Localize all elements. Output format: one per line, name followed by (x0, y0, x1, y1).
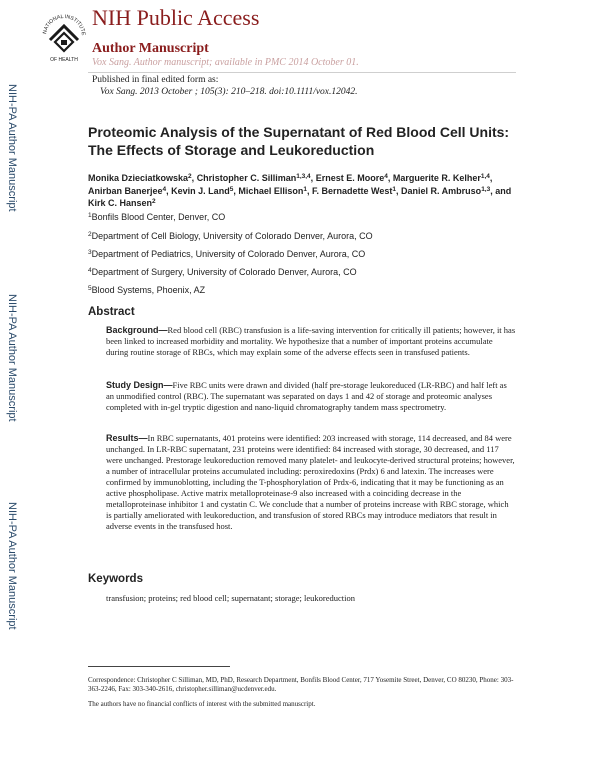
results-text: In RBC supernatants, 401 proteins were identified: 203 increased with storage, 114 decreased, and 84 were unchanged. In LR-RBC supernatant, 231 proteins were identified: 84 increased with storage, 30 decreased, and 117 were unchanged. Prestorage leukoreduction removed many platelet- and leukocyte-derived structural proteins; however, a number of intracellular proteins accumulated including: peroxiredoxins (Prdx) 6 and latexin. The increases were confirmed by immunoblotting, including the T-phosphorylation of Prdx-6, indicating that it may be functioning as an active phospholipase. Active matrix metalloproteinase-9 also increased with a coinciding decrease in the metalloproteinase inhibitor 1 and cystatin C. We conclude that a number of proteins increase with RBC storage, which is partially ameliorated with leukoreduction, and transfusion of stored RBCs may introduce mediators that result in adverse events in the transfused host. (106, 433, 515, 531)
affiliation (88, 212, 225, 222)
background-label: Background— (106, 325, 168, 335)
side-watermark-text: NIH-PA Author Manuscript (6, 294, 18, 422)
affiliation-number: 2 (88, 231, 92, 238)
published-in-label: Published in final edited form as: (92, 75, 219, 85)
correspondence-note: Correspondence: Christopher C Silliman, MD, PhD, Research Department, Bonfils Blood Center, 717 Yosemite Street, Denver, CO 80230, Phone: 303-363-2246, Fax: 303-340-2616, christopher.silliman@ucdenver.edu. (88, 676, 514, 693)
abstract-background (106, 325, 516, 358)
keywords-heading: Keywords (88, 573, 143, 585)
author-affiliation-sup: 2 (152, 198, 156, 205)
author-manuscript-label: Author Manuscript (92, 41, 209, 56)
author-name: Christopher C. Silliman (196, 173, 297, 183)
side-watermark-text: NIH-PA Author Manuscript (6, 84, 18, 212)
author-name: Kevin J. Land (171, 185, 230, 196)
author-name: Kirk C. Hansen (88, 198, 153, 208)
study-design-text: Five RBC units were drawn and divided (half pre-storage leukoreduced (LR-RBC) and half left as an unmodified control (RBC). The supernatant was separated on days 1 and 42 of storage and proteomic analyses completed with in-gel tryptic digestion and nano-liquid chromatography tandem mass spectrometry. (106, 380, 507, 412)
affiliation-text: Bonfils Blood Center, Denver, CO (91, 212, 226, 222)
affiliation (88, 249, 365, 259)
author-name: F. Bernadette West (312, 185, 393, 196)
header-rule (88, 72, 516, 73)
journal-citation (100, 87, 358, 97)
author-name: Ernest E. Moore (315, 173, 385, 183)
side-watermark-text: NIH-PA Author Manuscript (6, 502, 18, 630)
affiliation-text: Blood Systems, Phoenix, AZ (91, 285, 206, 295)
author-affiliation-sup: 1,4 (480, 173, 490, 180)
keywords-text: transfusion; proteins; red blood cell; supernatant; storage; leukoreduction (106, 593, 356, 603)
author-affiliation-sup: 1,3,4 (296, 173, 311, 180)
side-watermark-1 (6, 84, 30, 214)
author-name: Michael Ellison (238, 185, 304, 196)
author-affiliation-sup: 1 (303, 185, 307, 193)
author-name: Monika Dzieciatkowska (88, 173, 189, 183)
article-title-line-1: Proteomic Analysis of the Supernatant of Red Blood Cell Units: (88, 124, 510, 140)
affiliation-text: Department of Surgery, University of Colorado Denver, Aurora, CO (91, 267, 357, 277)
results-label: Results— (106, 433, 148, 443)
article-title (88, 123, 528, 159)
side-watermark-3 (6, 502, 30, 632)
author-affiliation-sup: 4 (162, 185, 167, 193)
abstract-study-design (106, 380, 516, 413)
author-name: Anirban Banerjee (88, 185, 163, 196)
author-affiliation-sup: 5 (229, 185, 234, 193)
affiliation (88, 231, 373, 241)
affiliation (88, 285, 205, 295)
disclosure-note: The authors have no financial conflicts of interest with the submitted manuscript. (88, 700, 316, 708)
author-name: Daniel R. Ambruso (401, 185, 482, 196)
svg-text:NATIONAL INSTITUTES: NATIONAL INSTITUTE (42, 13, 87, 36)
side-watermark-2 (6, 294, 30, 424)
author-list: Monika Dzieciatkowska$^2$, Christopher C. Silliman$^{1,3,4}$, Ernest E. Moore$^4$, Marguerite R. Kelher$^{1,4}$, Anirban Banerjee$^4$, Kevin J. Land$^5$, Michael Ellison$^1$, F. Bernadette West$^1$, Daniel R. Ambruso$^{1,3}$, and Kirk C. Hansen$^2$ (88, 173, 512, 208)
affiliation-text: Department of Cell Biology, University of Colorado Denver, Aurora, CO (91, 231, 373, 241)
affiliation-number: 5 (88, 285, 92, 292)
abstract-heading: Abstract (88, 306, 135, 318)
affiliation-number: 3 (88, 249, 92, 256)
background-text: Red blood cell (RBC) transfusion is a life-saving intervention for critically ill patients; however, it has been linked to increased morbidity and mortality. We hypothesize that a number of important proteins accumulate during routine storage of RBCs, which may explain some of the adverse effects seen in transfused patients. (106, 325, 516, 357)
affiliation-number: 4 (88, 267, 92, 274)
article-title-line-2: The Effects of Storage and Leukoreduction (88, 142, 375, 158)
svg-text:OF HEALTH: OF HEALTH (50, 57, 78, 63)
pmc-availability-note: Vox Sang. Author manuscript; available in PMC 2014 October 01. (92, 57, 359, 68)
author-affiliation-sup: 1,3 (481, 185, 491, 193)
affiliation (88, 267, 357, 277)
nih-public-access-title: NIH Public Access (92, 5, 260, 30)
study-design-label: Study Design— (106, 380, 173, 390)
author-name: Marguerite R. Kelher (392, 173, 481, 183)
author-affiliation-sup: 2 (188, 173, 192, 180)
nih-seal-logo (40, 6, 88, 64)
affiliation-number: 1 (88, 212, 92, 219)
journal-citation-text: Vox Sang. 2013 October ; 105(3): 210–218. doi:10.1111/vox.12042. (100, 87, 358, 97)
footnote-rule (88, 666, 230, 667)
author-affiliation-sup: 4 (384, 173, 388, 180)
author-affiliation-sup: 1 (392, 185, 396, 193)
abstract-results (106, 433, 516, 532)
affiliation-text: Department of Pediatrics, University of Colorado Denver, Aurora, CO (91, 249, 366, 259)
